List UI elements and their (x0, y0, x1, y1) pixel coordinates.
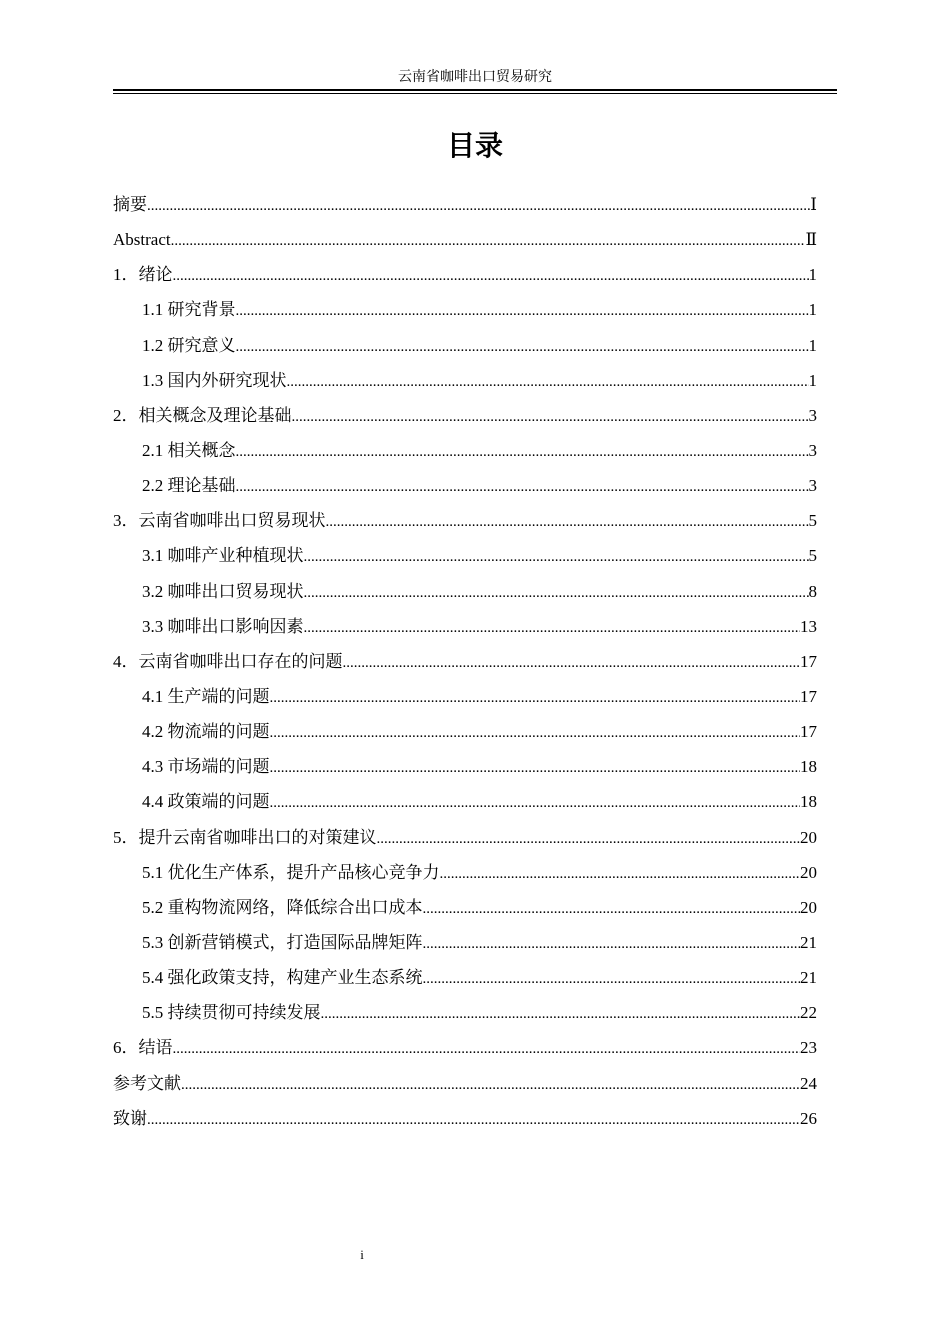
toc-dot-leader (270, 786, 801, 821)
toc-dot-leader (270, 751, 801, 786)
toc-entry-page: 5 (808, 511, 817, 531)
toc-entry-label: 2.2 理论基础 (142, 476, 236, 496)
toc-entry-page: 13 (800, 616, 817, 636)
toc-entry-label: 3．云南省咖啡出口贸易现状 (113, 511, 326, 531)
toc-entry-label: 4.3 市场端的问题 (142, 757, 270, 777)
toc-entry-page: 5 (808, 546, 817, 566)
page-title: 目录 (446, 129, 503, 162)
toc-entry-page: 18 (800, 757, 817, 777)
toc-section-entry[interactable] (113, 503, 817, 538)
toc-entry-label: 1.2 研究意义 (142, 335, 236, 355)
toc-entry-label: 2.1 相关概念 (142, 440, 236, 460)
toc-entry-page: 8 (808, 581, 817, 601)
toc-dot-leader (181, 1068, 800, 1103)
toc-subsection-entry[interactable] (113, 714, 817, 749)
toc-dot-leader (423, 962, 801, 997)
toc-entry-label: Abstract (113, 230, 171, 250)
running-header: 云南省咖啡出口贸易研究 (398, 70, 552, 85)
toc-entry-page: 17 (800, 686, 817, 706)
toc-entry-label: 3.1 咖啡产业种植现状 (142, 546, 304, 566)
toc-entry-label: 3.3 咖啡出口影响因素 (142, 616, 304, 636)
toc-dot-leader (270, 681, 801, 716)
toc-entry-label: 5．提升云南省咖啡出口的对策建议 (113, 827, 377, 847)
toc-section-entry[interactable] (113, 257, 817, 292)
toc-dot-leader (173, 259, 809, 294)
toc-entry-label: 1．绪论 (113, 265, 173, 285)
toc-entry-page: 20 (800, 827, 817, 847)
toc-entry-page: Ⅱ (805, 230, 817, 250)
toc-dot-leader (171, 224, 806, 259)
toc-dot-leader (423, 927, 801, 962)
toc-dot-leader (321, 997, 801, 1032)
toc-subsection-entry[interactable] (113, 784, 817, 819)
toc-entry-page: 21 (800, 932, 817, 952)
toc-entry-page: 3 (808, 440, 817, 460)
table-of-contents (113, 187, 817, 1136)
toc-entry-page: 1 (808, 265, 817, 285)
toc-entry-label: 2．相关概念及理论基础 (113, 405, 292, 425)
toc-section-entry[interactable] (113, 187, 817, 222)
toc-entry-page: 3 (808, 476, 817, 496)
toc-dot-leader (440, 857, 801, 892)
toc-dot-leader (147, 189, 810, 224)
toc-entry-label: 4.2 物流端的问题 (142, 722, 270, 742)
toc-entry-label: 4.1 生产端的问题 (142, 686, 270, 706)
toc-entry-page: Ⅰ (810, 195, 817, 214)
toc-entry-label: 5.3 创新营销模式，打造国际品牌矩阵 (142, 932, 423, 952)
toc-subsection-entry[interactable] (113, 433, 817, 468)
toc-dot-leader (270, 716, 801, 751)
toc-entry-label: 3.2 咖啡出口贸易现状 (142, 581, 304, 601)
toc-entry-page: 20 (800, 897, 817, 917)
toc-section-entry[interactable] (113, 820, 817, 855)
toc-subsection-entry[interactable] (113, 749, 817, 784)
toc-section-entry[interactable] (113, 222, 817, 257)
toc-entry-page: 24 (800, 1073, 817, 1093)
toc-entry-label: 6．结语 (113, 1038, 173, 1058)
toc-dot-leader (423, 892, 801, 927)
toc-entry-page: 1 (808, 335, 817, 355)
toc-subsection-entry[interactable] (113, 363, 817, 398)
toc-section-entry[interactable] (113, 1066, 817, 1101)
toc-subsection-entry[interactable] (113, 609, 817, 644)
toc-dot-leader (236, 435, 809, 470)
toc-dot-leader (304, 576, 809, 611)
toc-entry-page: 26 (800, 1108, 817, 1128)
toc-subsection-entry[interactable] (113, 292, 817, 327)
toc-dot-leader (326, 505, 809, 540)
toc-entry-page: 1 (808, 300, 817, 320)
toc-entry-label: 5.2 重构物流网络，降低综合出口成本 (142, 897, 423, 917)
toc-section-entry[interactable] (113, 1101, 817, 1136)
toc-dot-leader (173, 1032, 801, 1067)
toc-entry-page: 22 (800, 1003, 817, 1023)
toc-dot-leader (236, 470, 809, 505)
toc-subsection-entry[interactable] (113, 328, 817, 363)
toc-entry-page: 17 (800, 722, 817, 742)
toc-entry-label: 1.3 国内外研究现状 (142, 370, 287, 390)
toc-entry-label: 摘要 (113, 195, 147, 214)
toc-entry-page: 23 (800, 1038, 817, 1058)
toc-section-entry[interactable] (113, 644, 817, 679)
toc-entry-label: 1.1 研究背景 (142, 300, 236, 320)
toc-dot-leader (304, 611, 801, 646)
toc-subsection-entry[interactable] (113, 468, 817, 503)
toc-section-entry[interactable] (113, 398, 817, 433)
toc-dot-leader (287, 365, 809, 400)
toc-dot-leader (236, 330, 809, 365)
toc-dot-leader (377, 822, 801, 857)
toc-entry-label: 4.4 政策端的问题 (142, 792, 270, 812)
toc-dot-leader (292, 400, 809, 435)
toc-entry-label: 5.5 持续贯彻可持续发展 (142, 1003, 321, 1023)
toc-entry-page: 3 (808, 405, 817, 425)
toc-entry-page: 20 (800, 862, 817, 882)
toc-dot-leader (343, 646, 801, 681)
toc-dot-leader (304, 540, 809, 575)
toc-dot-leader (236, 294, 809, 329)
toc-entry-page: 1 (808, 370, 817, 390)
toc-subsection-entry[interactable] (113, 995, 817, 1030)
page-number: i (360, 1247, 364, 1262)
toc-entry-page: 21 (800, 968, 817, 988)
header-rule (113, 89, 837, 94)
toc-subsection-entry[interactable] (113, 679, 817, 714)
toc-subsection-entry[interactable] (113, 574, 817, 609)
toc-entry-label: 致谢 (113, 1108, 147, 1128)
toc-entry-page: 17 (800, 651, 817, 671)
toc-entry-page: 18 (800, 792, 817, 812)
toc-dot-leader (147, 1103, 800, 1138)
toc-subsection-entry[interactable] (113, 960, 817, 995)
toc-subsection-entry[interactable] (113, 890, 817, 925)
toc-section-entry[interactable] (113, 1030, 817, 1065)
toc-subsection-entry[interactable] (113, 925, 817, 960)
toc-subsection-entry[interactable] (113, 538, 817, 573)
toc-entry-label: 5.4 强化政策支持，构建产业生态系统 (142, 968, 423, 988)
toc-subsection-entry[interactable] (113, 855, 817, 890)
toc-entry-label: 5.1 优化生产体系，提升产品核心竞争力 (142, 862, 440, 882)
toc-entry-label: 4．云南省咖啡出口存在的问题 (113, 651, 343, 671)
toc-entry-label: 参考文献 (113, 1073, 181, 1093)
